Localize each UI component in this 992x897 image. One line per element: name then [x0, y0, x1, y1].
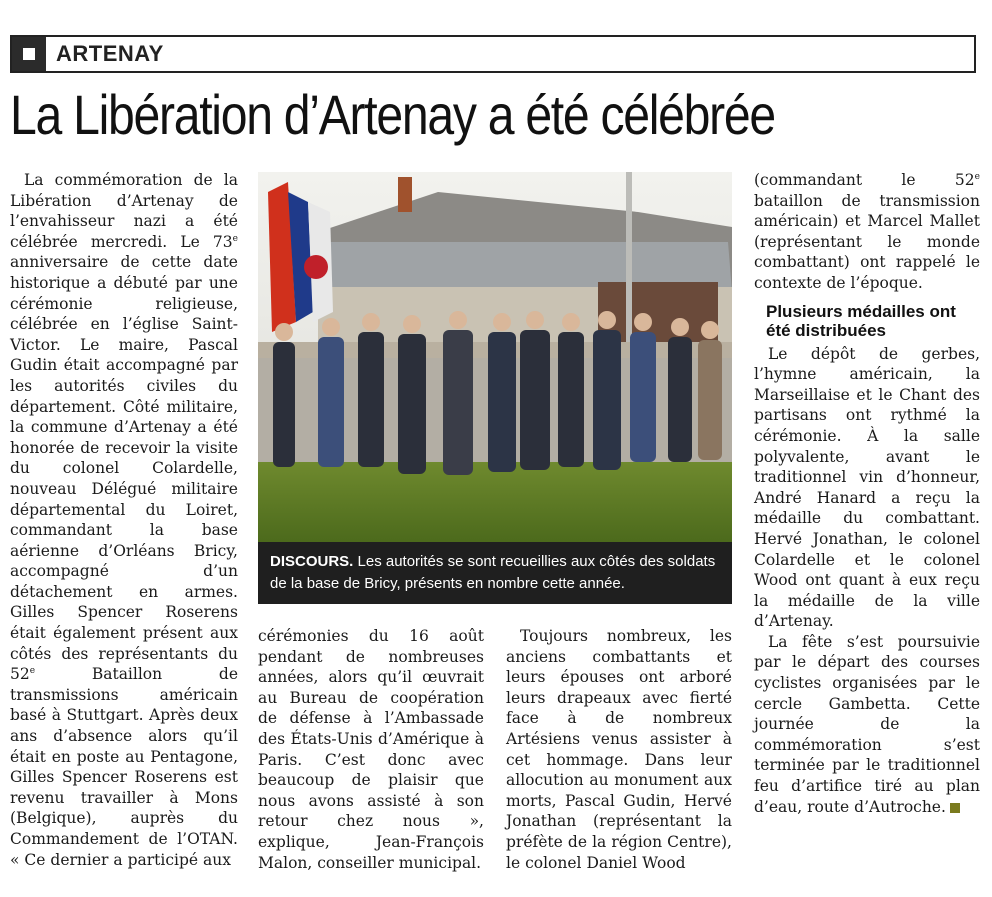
photo-caption [258, 542, 732, 604]
subheading: Plusieurs médailles ont été distribuées [766, 301, 956, 340]
article-paragraph: La commémoration de la Libération d’Artenay de l’envahisseur nazi a été célébrée mercredi. Le 73e anniversaire de cette date historique a débuté par une cérémonie religieuse, célébrée en l’église Saint-Victor. Le maire, Pascal Gudin était accompagné par les autorités civiles du département. Côté militaire, la commune d’Artenay a été honorée de recevoir la visite du colonel Colardelle, nouveau Délégué militaire départemental du Loiret, commandant la base aérienne d’Orléans Bricy, accompagné d’un détachement en armes. Gilles Spencer Roserens était également présent aux côtés des représentants du 52e Bataillon de transmissions américain basé à Stuttgart. Après deux ans d’absence alors qu’il était en poste au Pentagone, Gilles Spencer Roserens est revenu travailler à Mons (Belgique), auprès du Commandement de l’OTAN. « Ce dernier a participé aux [10, 171, 239, 869]
article-paragraph: Toujours nombreux, les anciens combattants et leurs épouses ont arboré leurs drapeaux avec fierté face à de nombreux Artésiens venus assister à cet hommage. Dans leur allocution au monument aux morts, Pascal Gudin, Hervé Jonathan (représentant la préfète de la région Centre), le colonel Daniel Wood [506, 627, 732, 872]
article-paragraph [754, 632, 980, 817]
article-text: La fête s’est poursuivie par le départ des courses cyclistes organisées par le cercle Gambetta. Cette journée de la commémoration s’est terminée par le traditionnel feu d’artifice tiré au plan d’eau, route d’Autroche. [754, 632, 980, 816]
article-paragraph-continued: cérémonies du 16 août pendant de nombreuses années, alors qu’il œuvrait au Bureau de coopération de défense à l’Ambassade des États-Unis d’Amérique à Paris. C’est donc avec beaucoup de plaisir que nous avons assisté à son retour chez nous », explique, Jean-François Malon, conseiller municipal. [258, 627, 484, 872]
article-paragraph-continued: (commandant le 52e bataillon de transmission américain) et Marcel Mallet (représentant le monde combattant) ont rappelé le contexte de l’époque. [754, 171, 980, 292]
page-title: La Libération d’Artenay a été célébrée [10, 83, 775, 146]
article-paragraph: Le dépôt de gerbes, l’hymne américain, la Marseillaise et le Chant des partisans ont rythmé la cérémonie. À la salle polyvalente, avant le traditionnel vin d’honneur, André Hanard a reçu la médaille du combattant. Hervé Jonathan, le colonel Colardelle et le colonel Wood ont quant à eux reçu la médaille de la ville d’Artenay. [754, 344, 980, 631]
article-column-2 [258, 626, 484, 873]
rubric-square-icon [12, 37, 46, 71]
rubric-label: ARTENAY [56, 41, 164, 66]
caption-text: Les autorités se sont recueillies aux côtés des soldats de la base de Bricy, présents en nombre cette année. [270, 553, 716, 592]
article-column-1 [10, 170, 238, 870]
article-photo [258, 172, 732, 604]
article-column-3 [506, 626, 732, 873]
caption-lead: DISCOURS. [270, 553, 354, 570]
end-of-article-icon [950, 803, 960, 813]
ceremony-photo [258, 172, 732, 542]
article-column-4 [754, 170, 980, 817]
section-rubric [10, 35, 976, 73]
